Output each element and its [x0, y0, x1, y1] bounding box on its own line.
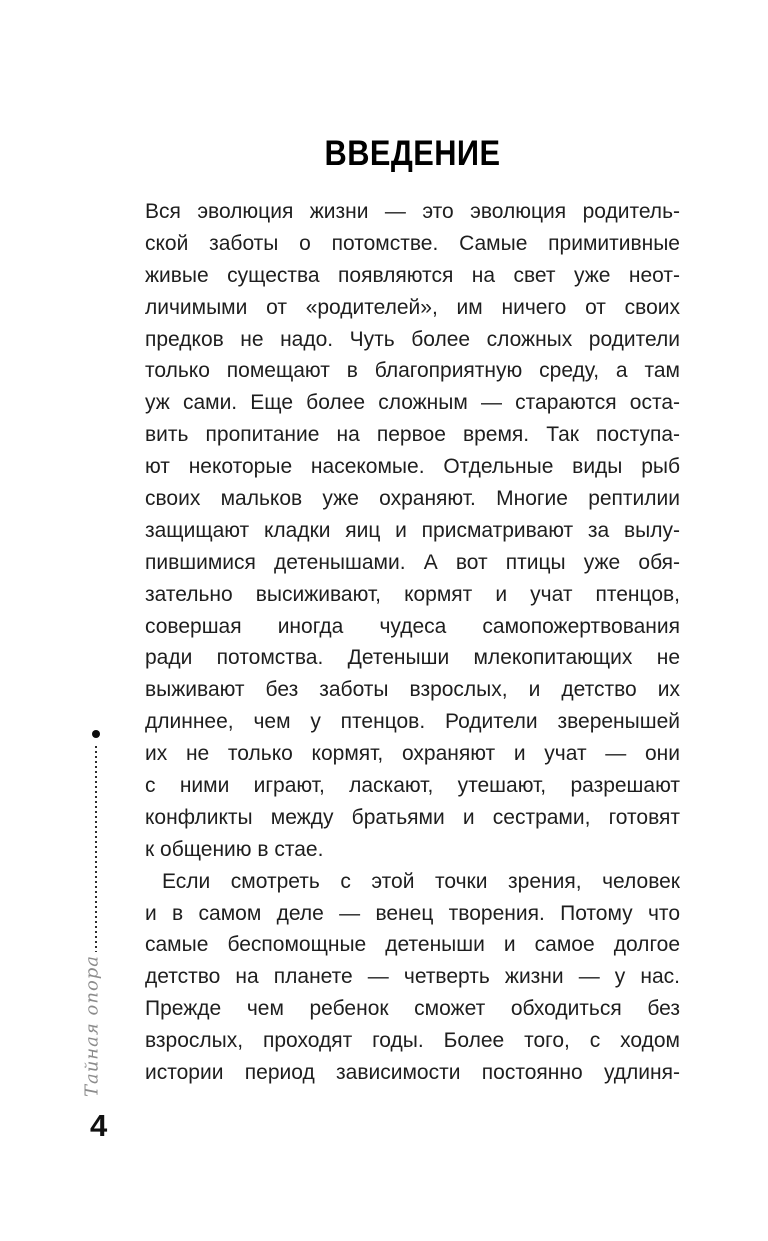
- text-line: ради потомства. Детеныши млекопитающих не: [145, 646, 680, 670]
- text-line: Вся эволюция жизни — это эволюция родитель-: [145, 200, 680, 223]
- text-line: защищают кладки яиц и присматривают за вылу-: [145, 518, 680, 542]
- text-line: Прежде чем ребенок сможет обходиться без: [145, 997, 680, 1021]
- text-line-paragraph-start: Если смотреть с этой точки зрения, человек: [162, 869, 680, 893]
- text-line: истории период зависимости постоянно удлиня-: [145, 1061, 680, 1085]
- text-line: самые беспомощные детеныши и самое долгое: [145, 933, 680, 957]
- body-text: [145, 196, 680, 1089]
- text-line: и в самом деле — венец творения. Потому что: [145, 901, 680, 925]
- text-line: конфликты между братьями и сестрами, готовят: [145, 805, 680, 829]
- text-line-paragraph-end: к общению в стае.: [145, 837, 324, 861]
- text-line: взрослых, проходят годы. Более того, с ходом: [145, 1029, 680, 1053]
- text-line: выживают без заботы взрослых, и детство их: [145, 678, 680, 702]
- text-line: их не только кормят, охраняют и учат — они: [145, 742, 680, 766]
- text-line: зательно высиживают, кормят и учат птенцов,: [145, 582, 680, 606]
- bullet-dot-icon: [92, 730, 100, 738]
- text-line: длиннее, чем у птенцов. Родители зверенышей: [145, 710, 680, 734]
- text-line: личимыми от «родителей», им ничего от своих: [145, 295, 680, 319]
- text-line: только помещают в благоприятную среду, а там: [145, 359, 680, 383]
- series-title-vertical: Тайная опора: [81, 954, 103, 1098]
- text-line: предков не надо. Чуть более сложных родители: [145, 327, 680, 351]
- text-line: ют некоторые насекомые. Отдельные виды рыб: [145, 455, 680, 479]
- text-line: с ними играют, ласкают, утешают, разрешают: [145, 774, 680, 798]
- text-line: живые существа появляются на свет уже неот-: [145, 263, 680, 287]
- dotted-line-ornament: [95, 746, 97, 952]
- text-line: пившимися детенышами. А вот птицы уже обя-: [145, 550, 680, 574]
- text-line: ской заботы о потомстве. Самые примитивные: [145, 231, 680, 255]
- text-line: уж сами. Еще более сложным — стараются оста-: [145, 391, 680, 415]
- chapter-title: ВВЕДЕНИЕ: [324, 134, 501, 173]
- text-line: детство на планете — четверть жизни — у нас.: [145, 965, 680, 989]
- text-line: вить пропитание на первое время. Так поступа-: [145, 423, 680, 447]
- text-line: своих мальков уже охраняют. Многие рептилии: [145, 487, 680, 511]
- text-line: совершая иногда чудеса самопожертвования: [145, 614, 680, 638]
- page-number: 4: [90, 1108, 108, 1143]
